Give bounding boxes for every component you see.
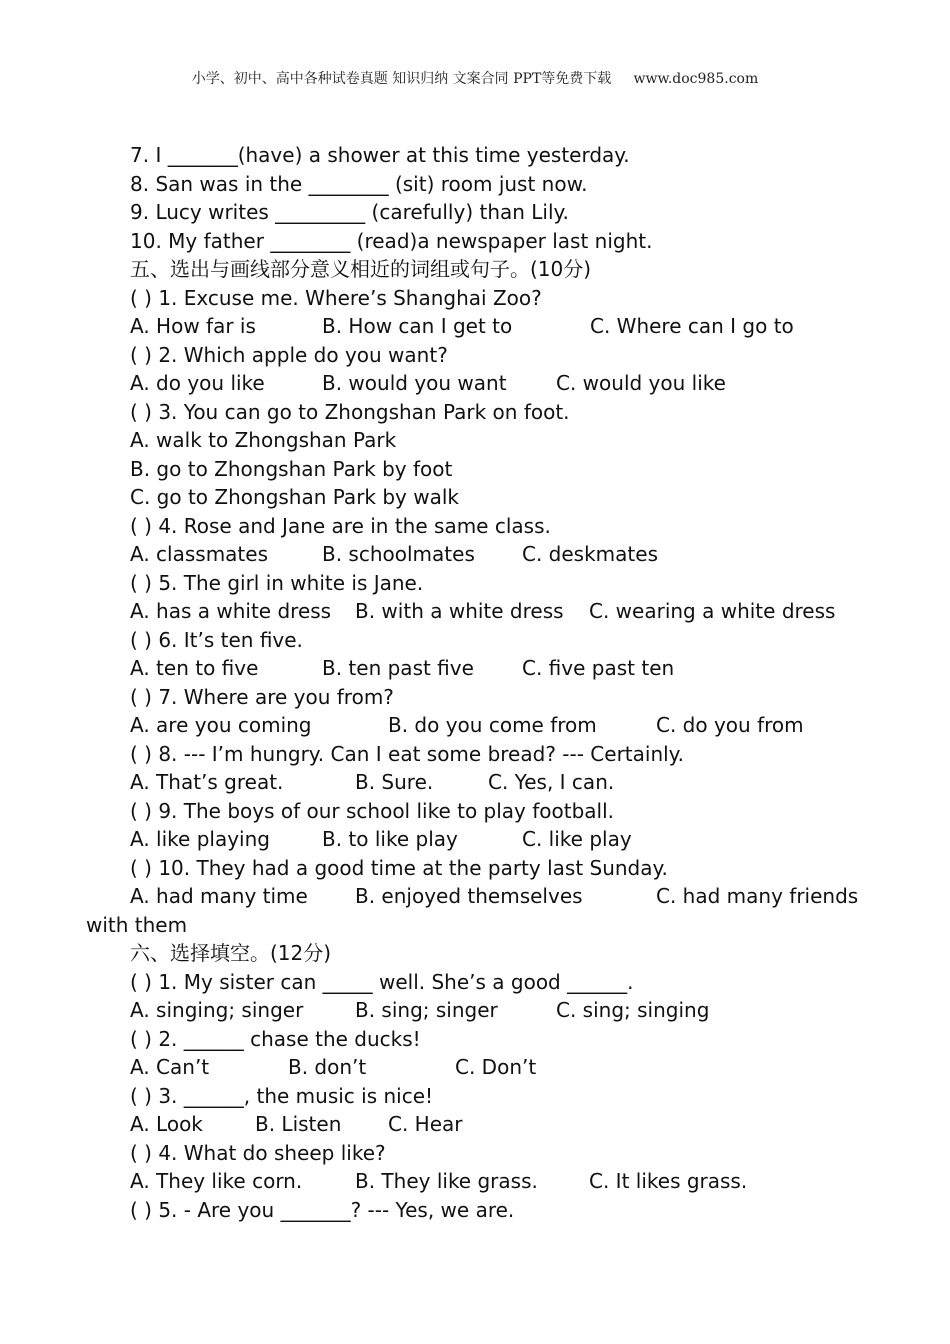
option-c: C. wearing a white dress <box>589 599 836 623</box>
option-c: C. deskmates <box>522 542 658 566</box>
option-b: B. to like play <box>322 827 458 851</box>
options-line <box>130 1053 870 1082</box>
option-c: C. would you like <box>556 371 726 395</box>
option-a: A. had many time <box>130 884 308 908</box>
options-line <box>130 654 870 683</box>
options-line <box>130 312 870 341</box>
options-line <box>130 597 870 626</box>
option-a: A. ten to five <box>130 656 259 680</box>
option-a: A. Look <box>130 1112 203 1136</box>
question-line: 9. Lucy writes _________ (carefully) than Lily. <box>130 200 569 224</box>
question-line: 10. My father ________ (read)a newspaper last night. <box>130 228 653 253</box>
option-b: B. How can I get to <box>322 314 513 338</box>
question-line: ( ) 10. They had a good time at the party last Sunday. <box>130 855 668 880</box>
options-line <box>130 369 870 398</box>
option-b: B. do you come from <box>388 713 597 737</box>
option-c: C. do you from <box>656 713 804 737</box>
option-a: A. Can’t <box>130 1055 210 1079</box>
question-line: ( ) 9. The boys of our school like to play football. <box>130 798 615 823</box>
header-text: 小学、初中、高中各种试卷真题 知识归纳 文案合同 PPT等免费下载 <box>191 71 612 87</box>
header-url: www.doc985.com <box>633 71 759 87</box>
page-header <box>0 68 950 88</box>
options-line <box>130 882 870 911</box>
question-line: 8. San was in the ________ (sit) room just now. <box>130 171 588 196</box>
option-b: B. They like grass. <box>355 1169 538 1193</box>
option-b: B. Listen <box>255 1112 342 1136</box>
option-continuation <box>86 911 870 940</box>
section-title: 六、选择填空。(12分) <box>130 941 332 965</box>
option-a: A. That’s great. <box>130 770 284 794</box>
option-a: A. has a white dress <box>130 599 332 623</box>
options-line <box>130 1167 870 1196</box>
exam-body <box>86 141 870 1224</box>
option-a: A. like playing <box>130 827 270 851</box>
option-b: B. sing; singer <box>355 998 498 1022</box>
question-line: ( ) 2. Which apple do you want? <box>130 342 448 367</box>
options-line <box>130 711 870 740</box>
option-c: C. Where can I go to <box>590 314 794 338</box>
options-line <box>130 825 870 854</box>
option-c: C. Yes, I can. <box>488 770 615 794</box>
options-line <box>130 768 870 797</box>
question-line: ( ) 7. Where are you from? <box>130 684 394 709</box>
question-line: ( ) 2. ______ chase the ducks! <box>130 1026 421 1051</box>
option-b: B. don’t <box>288 1055 367 1079</box>
question-line: ( ) 6. It’s ten five. <box>130 627 303 652</box>
option-c: C. go to Zhongshan Park by walk <box>130 485 459 509</box>
question-line: ( ) 5. - Are you _______? --- Yes, we are. <box>130 1197 515 1222</box>
question-line: ( ) 3. You can go to Zhongshan Park on foot. <box>130 399 570 424</box>
option-c: C. Hear <box>388 1112 463 1136</box>
question-line: ( ) 4. What do sheep like? <box>130 1140 386 1165</box>
option-c: C. like play <box>522 827 632 851</box>
option-a: A. are you coming <box>130 713 312 737</box>
options-line <box>130 996 870 1025</box>
options-line <box>130 540 870 569</box>
question-line: ( ) 3. ______, the music is nice! <box>130 1083 434 1108</box>
option-a: A. They like corn. <box>130 1169 303 1193</box>
option-a: A. singing; singer <box>130 998 304 1022</box>
option-c: C. had many friends <box>656 884 859 908</box>
option-a: A. do you like <box>130 371 265 395</box>
option-a: A. walk to Zhongshan Park <box>130 428 397 452</box>
option-b: B. schoolmates <box>322 542 475 566</box>
options-line <box>130 1110 870 1139</box>
question-line: ( ) 8. --- I’m hungry. Can I eat some bread? --- Certainly. <box>130 741 685 766</box>
option-a: A. How far is <box>130 314 256 338</box>
section-title: 五、选出与画线部分意义相近的词组或句子。(10分) <box>130 257 592 281</box>
option-b: B. would you want <box>322 371 507 395</box>
option-b: B. enjoyed themselves <box>355 884 583 908</box>
option-b: B. ten past five <box>322 656 474 680</box>
question-line: ( ) 1. Excuse me. Where’s Shanghai Zoo? <box>130 285 542 310</box>
option-c: C. five past ten <box>522 656 675 680</box>
question-line: ( ) 4. Rose and Jane are in the same class. <box>130 513 551 538</box>
question-line: ( ) 1. My sister can _____ well. She’s a good ______. <box>130 969 634 994</box>
question-line: ( ) 5. The girl in white is Jane. <box>130 570 424 595</box>
option-c-continuation: with them <box>86 912 188 937</box>
question-line: 7. I _______(have) a shower at this time yesterday. <box>130 143 630 167</box>
option-b: B. with a white dress <box>355 599 564 623</box>
option-b: B. Sure. <box>355 770 434 794</box>
option-c: C. It likes grass. <box>589 1169 748 1193</box>
option-c: C. sing; singing <box>556 998 710 1022</box>
option-a: A. classmates <box>130 542 268 566</box>
option-c: C. Don’t <box>455 1055 537 1079</box>
option-b: B. go to Zhongshan Park by foot <box>130 456 453 481</box>
